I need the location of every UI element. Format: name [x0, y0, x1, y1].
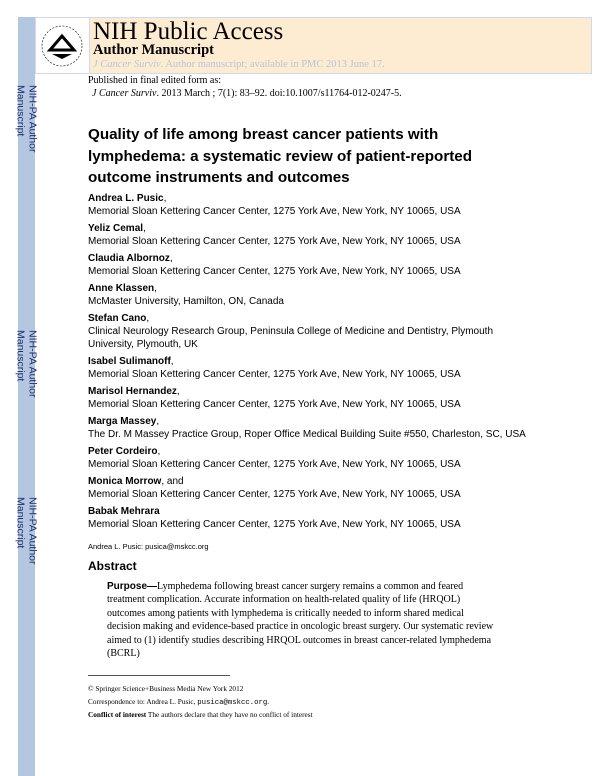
author-name: Andrea L. Pusic	[88, 193, 164, 204]
author-affiliation: Clinical Neurology Research Group, Peninsula College of Medicine and Dentistry, Plymouth University, Plymouth, UK	[88, 326, 494, 350]
author-name: Monica Morrow	[88, 476, 162, 487]
author-separator: ,	[170, 356, 174, 367]
author-name: Marga Massey	[88, 416, 157, 427]
author-entry	[88, 355, 528, 381]
author-entry	[88, 312, 528, 351]
author-entry	[88, 252, 528, 278]
author-separator: ,	[146, 313, 150, 324]
footnote-divider	[88, 675, 230, 676]
author-entry	[88, 505, 528, 531]
article-title: Quality of life among breast cancer patients with lymphedema: a systematic review of patient-reported outcome instruments and outcomes	[88, 126, 473, 186]
author-name: Peter Cordeiro	[88, 446, 158, 457]
abstract-purpose: Purpose—Lymphedema following breast cancer surgery remains a common and feared treatment complication. Accurate information on health-related quality of life (HRQOL) outcomes among patients with lymphedema is critically needed to inform shared medical decision making and evidence-based practice in oncologic breast surgery. Our systematic review aimed to (1) identify studies describing HRQOL outcomes in breast cancer-related lymphedema (BCRL)	[107, 581, 494, 660]
correspondence-email[interactable]: pusica@mskcc.org	[197, 698, 268, 707]
author-entry	[88, 445, 528, 471]
author-separator: ,	[163, 193, 167, 204]
header-availability: J Cancer Surviv. Author manuscript; available in PMC 2013 June 17.	[93, 59, 385, 70]
contact-email: Andrea L. Pusic: pusica@mskcc.org	[88, 542, 209, 551]
author-separator: ,	[176, 386, 180, 397]
author-entry	[88, 192, 528, 218]
header-subtitle: Author Manuscript	[93, 42, 214, 58]
author-separator: , and	[161, 476, 184, 487]
author-name: Isabel Sulimanoff	[88, 356, 171, 367]
author-entry	[88, 282, 528, 308]
author-affiliation: The Dr. M Massey Practice Group, Roper Office Medical Building Suite #550, Charleston, SC, USA	[88, 429, 526, 440]
author-separator: ,	[157, 446, 161, 457]
author-entry	[88, 415, 528, 441]
author-entry	[88, 385, 528, 411]
author-separator: ,	[156, 416, 160, 427]
sidebar-label: NIH-PA Author Manuscript	[14, 85, 39, 153]
publication-info: Published in final edited form as: J Cancer Surviv. 2013 March ; 7(1): 83–92. doi:10.1007/s11764-012-0247-5.	[88, 75, 402, 99]
nih-logo	[36, 18, 90, 73]
author-name: Claudia Albornoz	[88, 253, 170, 264]
author-affiliation: Memorial Sloan Kettering Cancer Center, 1275 York Ave, New York, NY 10065, USA	[88, 399, 461, 410]
author-name: Marisol Hernandez	[88, 386, 177, 397]
author-affiliation: Memorial Sloan Kettering Cancer Center, 1275 York Ave, New York, NY 10065, USA	[88, 459, 461, 470]
author-name: Yeliz Cemal	[88, 223, 144, 234]
sidebar-label: NIH-PA Author Manuscript	[14, 497, 39, 565]
author-entry	[88, 222, 528, 248]
author-affiliation: Memorial Sloan Kettering Cancer Center, 1275 York Ave, New York, NY 10065, USA	[88, 369, 461, 380]
author-affiliation: McMaster University, Hamilton, ON, Canada	[88, 296, 284, 307]
author-name: Anne Klassen	[88, 283, 155, 294]
author-name: Babak Mehrara	[88, 506, 160, 517]
author-list	[88, 192, 528, 535]
abstract-heading: Abstract	[88, 559, 137, 573]
author-affiliation: Memorial Sloan Kettering Cancer Center, 1275 York Ave, New York, NY 10065, USA	[88, 519, 461, 530]
author-affiliation: Memorial Sloan Kettering Cancer Center, 1275 York Ave, New York, NY 10065, USA	[88, 489, 461, 500]
author-separator: ,	[143, 223, 146, 234]
author-name: Stefan Cano	[88, 313, 147, 324]
author-affiliation: Memorial Sloan Kettering Cancer Center, 1275 York Ave, New York, NY 10065, USA	[88, 236, 461, 247]
sidebar-label: NIH-PA Author Manuscript	[14, 330, 39, 398]
author-entry	[88, 475, 528, 501]
author-affiliation: Memorial Sloan Kettering Cancer Center, 1275 York Ave, New York, NY 10065, USA	[88, 266, 461, 277]
author-separator: ,	[154, 283, 157, 294]
header-title: NIH Public Access	[93, 18, 284, 45]
author-affiliation: Memorial Sloan Kettering Cancer Center, 1275 York Ave, New York, NY 10065, USA	[88, 206, 461, 217]
footnotes: © Springer Science+Business Media New York 2012 Correspondence to: Andrea L. Pusic, pusica@mskcc.org. Conflict of interest The authors declare that they have no conflict of interest	[88, 684, 313, 719]
author-separator: ,	[169, 253, 173, 264]
